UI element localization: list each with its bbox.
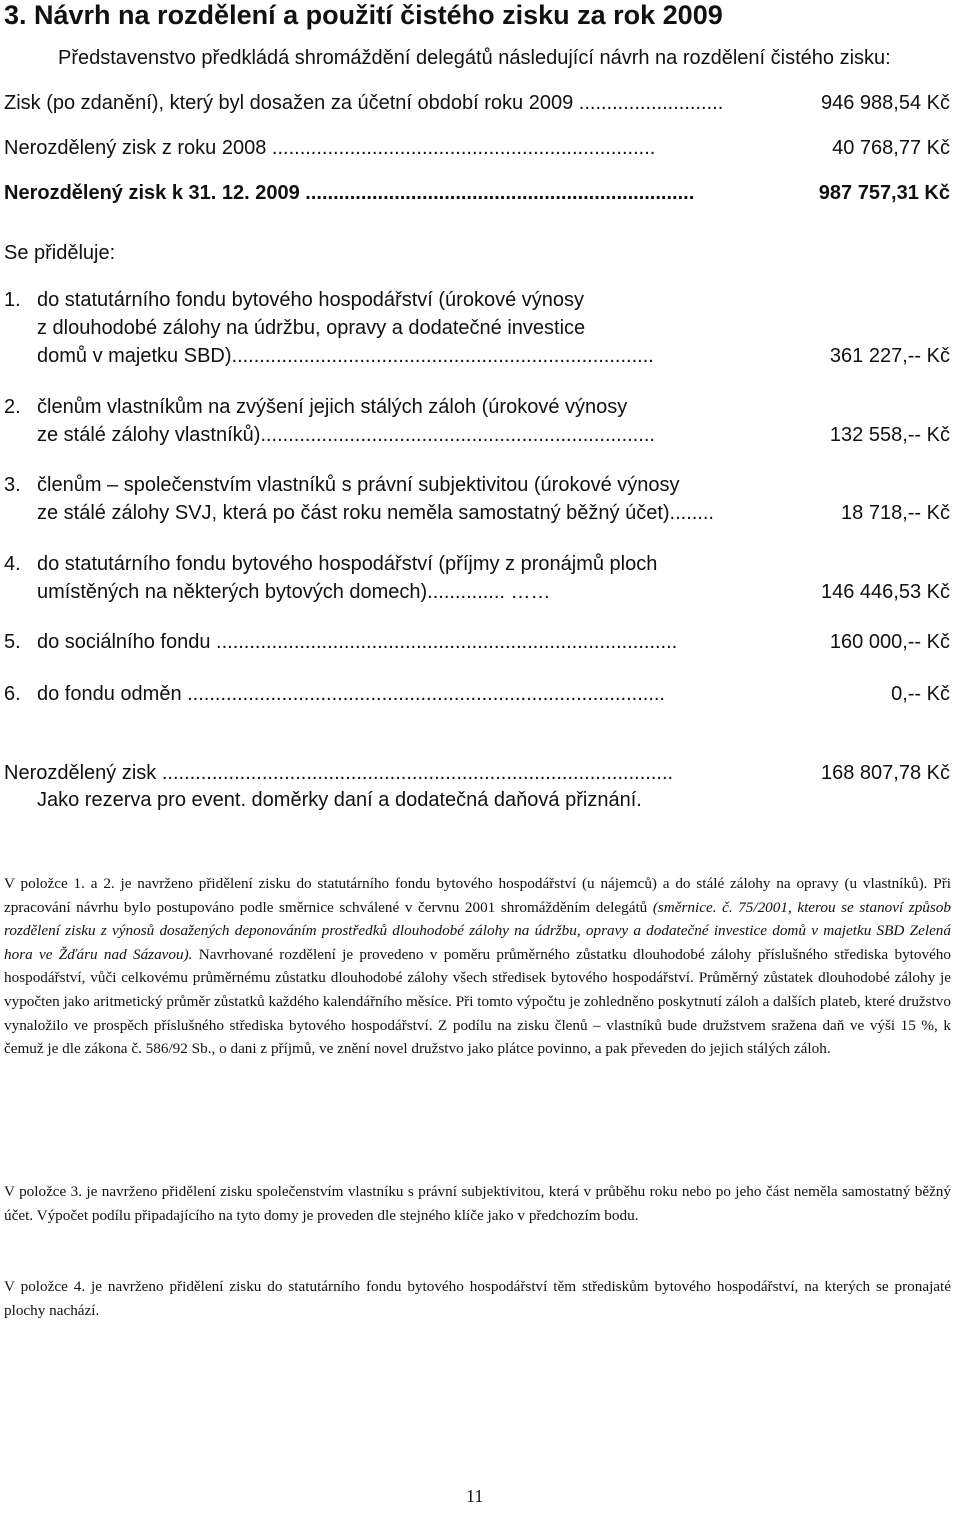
page-title: 3. Návrh na rozdělení a použití čistého zisku za rok 2009 [4,0,723,30]
item-line: do statutárního fondu bytového hospodářství (příjmy z pronájmů ploch [37,553,658,575]
item-number: 3. [4,474,21,496]
item-value: 160 000,-- Kč [829,631,950,653]
item-line: domů v majetku SBD)............................................................................ [37,345,654,367]
item-line: ze stálé zálohy SVJ, která po část roku neměla samostatný běžný účet)........ [37,502,714,524]
explanation-paragraph-2 [4,1180,951,1227]
item-value: 0,-- Kč [891,683,950,705]
item-line: členům vlastníkům na zvýšení jejich stálých záloh (úrokové výnosy [37,396,628,418]
item-line: umístěných na některých bytových domech).............. …… [37,581,551,603]
paragraph-text: V položce 4. je navrženo přidělení zisku do statutárního fondu bytového hospodářství těm střediskům bytového hospodářství, na kterých se pronajaté plochy nachází. [4,1278,951,1319]
paragraph-text: Navrhované rozdělení je provedeno v poměru průměrného zůstatku dlouhodobé zálohy příslušného střediska bytového hospodářství, vůči celkovému průměrnému zůstatku dlouhodobé zálohy všech středisek bytového hospodářství. Průměrný zůstatek dlouhodobé zálohy je vypočten jako aritmetický průměr zůstatků každého kalendářního měsíce. Při tomto výpočtu je zohledněno poskytnutí záloh a dalších plateb, které družstvo vynaložilo ve prospěch příslušného střediska bytového hospodářství. Z podílu na zisku členů – vlastníků bude družstvem sražena daň ve výši 15 %, k čemuž je dle zákona č. 586/92 Sb., o dani z příjmů, ve znění novel družstvo jako plátce povinno, a pak převeden do jejich stálých záloh. [4,945,951,1058]
item-line: do sociálního fondu ................................................................................... [37,631,678,653]
item-value: 132 558,-- Kč [829,424,950,446]
item-line: do fondu odměn ...................................................................................... [37,683,665,705]
explanation-paragraph-1 [4,872,951,1061]
summary-label-profit: Zisk (po zdanění), který byl dosažen za účetní období roku 2009 .......................... [4,92,724,114]
item-number: 5. [4,631,21,653]
summary-value-undistributed-2008: 40 768,77 Kč [832,137,950,159]
explanation-paragraph-3 [4,1275,951,1322]
paragraph-italic-text: (směrnice. č. 75/2001, kterou se stanoví způsob rozdělení zisku z výnosů dosažených deponováním prostředků dlouhodobé zálohy na údržbu, opravy a dodatečné investice domů v majetku SBD Zelená hora ve Žďáru nad Sázavou). [4,898,951,963]
item-number: 1. [4,289,21,311]
paragraph-text: V položce 3. je navrženo přidělení zisku společenstvím vlastníku s právní subjektivitou, která v průběhu roku nebo po jeho část neměla samostatný běžný účet. Výpočet podílu připadajícího na tyto domy je proveden dle stejného klíče jako v předchozím bodu. [4,1183,951,1224]
item-value: 146 446,53 Kč [821,581,950,603]
item-number: 6. [4,683,21,705]
item-number: 2. [4,396,21,418]
item-line: z dlouhodobé zálohy na údržbu, opravy a dodatečné investice [37,317,586,339]
summary-label-undistributed-2008: Nerozdělený zisk z roku 2008 ..................................................................... [4,137,656,159]
item-value: 361 227,-- Kč [829,345,950,367]
item-line: ze stálé zálohy vlastníků)....................................................................... [37,424,655,446]
summary-value-total: 987 757,31 Kč [818,182,950,204]
retained-note: Jako rezerva pro event. doměrky daní a dodatečná daňová přiznání. [37,789,642,811]
page-number: 11 [466,1486,484,1506]
retained-value: 168 807,78 Kč [821,762,950,784]
summary-label-total: Nerozdělený zisk k 31. 12. 2009 ...................................................................... [4,182,695,204]
item-value: 18 718,-- Kč [841,502,950,524]
allocation-title: Se přiděluje: [4,242,116,264]
item-line: do statutárního fondu bytového hospodářství (úrokové výnosy [37,289,585,311]
summary-value-profit: 946 988,54 Kč [821,92,950,114]
item-line: členům – společenstvím vlastníků s právní subjektivitou (úrokové výnosy [37,474,680,496]
intro-text: Představenstvo předkládá shromáždění delegátů následující návrh na rozdělení čistého zisku: [58,47,891,69]
retained-label: Nerozdělený zisk ............................................................................................ [4,762,674,784]
item-number: 4. [4,553,21,575]
paragraph-text: V položce 1. a 2. je navrženo přidělení zisku do statutárního fondu bytového hospodářství (u nájemců) a do stálé zálohy na opravy (u vlastníků). Při zpracování návrhu bylo postupováno podle směrnice schválené v červnu 2001 shromážděním delegátů [4,875,951,916]
